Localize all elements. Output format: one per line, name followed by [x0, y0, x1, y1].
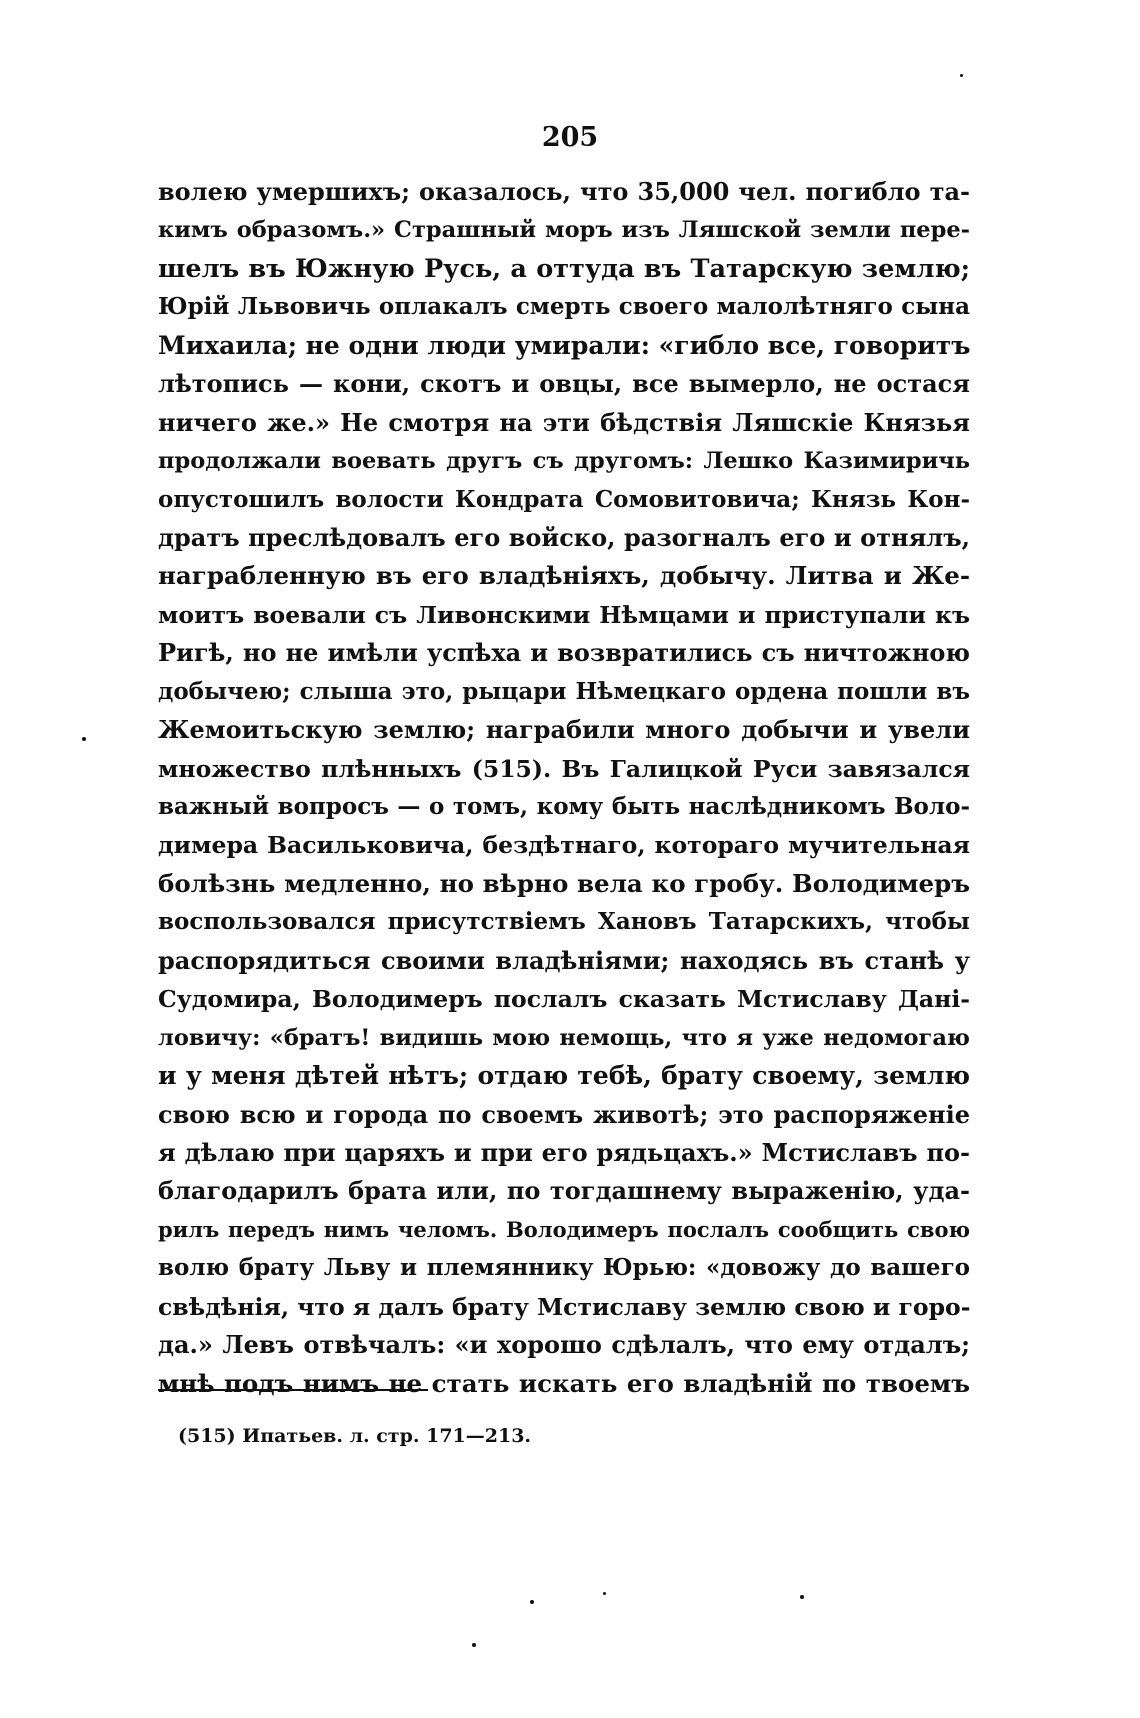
text-line: множество плѣнныхъ (515). Въ Галицкой Руси завязался — [158, 754, 970, 783]
text-line: награбленную въ его владѣніяхъ, добычу. Литва и Же- — [158, 561, 970, 591]
page-number: 205 — [541, 122, 599, 153]
text-line: и у меня дѣтей нѣтъ; отдаю тебѣ, брату своему, землю — [158, 1061, 970, 1091]
text-line: мнѣ подъ нимъ не стать искать его владѣній по твоемъ — [158, 1368, 970, 1398]
scan-speck — [82, 737, 86, 741]
text-line: я дѣлаю при царяхъ и при его рядьцахъ.» Мстиславъ по- — [158, 1137, 970, 1167]
text-line: волю брату Льву и племяннику Юрью: «довожу до вашего — [158, 1254, 970, 1282]
footnote-divider — [158, 1389, 428, 1391]
text-line: болѣзнь медленно, но вѣрно вела ко гробу. Володимеръ — [158, 868, 970, 898]
scan-speck — [603, 1592, 606, 1595]
text-line: димера Васильковича, бездѣтнаго, котораго мучительная — [158, 831, 970, 860]
text-line: продолжали воевать другъ съ другомъ: Лешко Казимиричь — [158, 448, 970, 475]
text-line: ничего же.» Не смотря на эти бѣдствія Ляшскіе Князья — [158, 407, 970, 437]
text-line: Михаила; не одни люди умирали: «гибло все, говоритъ — [158, 330, 971, 360]
text-line: волею умершихъ; оказалось, что 35,000 чел. погибло та- — [158, 177, 970, 206]
footnote: (515) Ипатьев. л. стр. 171—213. — [178, 1425, 532, 1447]
text-line: благодарилъ брата или, по тогдашнему выраженію, уда- — [158, 1176, 970, 1206]
text-line: да.» Левъ отвѣчалъ: «и хорошо сдѣлалъ, что ему отдалъ; — [158, 1330, 970, 1360]
text-line: лѣтопись — кони, скотъ и овцы, все вымерло, не остася — [158, 369, 970, 399]
text-line: дратъ преслѣдовалъ его войско, разогналъ его и отнялъ, — [158, 522, 970, 552]
text-line: распорядиться своими владѣніями; находясь въ станѣ у — [158, 945, 970, 975]
scan-speck — [530, 1600, 534, 1604]
text-line: рилъ передъ нимъ челомъ. Володимеръ послалъ сообщить свою — [158, 1216, 970, 1242]
text-line: Судомира, Володимеръ послалъ сказать Мстиславу Дані- — [158, 985, 970, 1014]
text-line: ловичу: «братъ! видишь мою немощь, что я уже недомогаю — [158, 1024, 970, 1051]
main-text — [158, 173, 970, 1403]
text-line: свѣдѣнія, что я далъ брату Мстиславу землю свою и горо- — [158, 1292, 971, 1321]
text-line: шелъ въ Южную Русь, а оттуда въ Татарскую землю; — [158, 253, 970, 284]
text-line: добычею; слыша это, рыцари Нѣмецкаго ордена пошли въ — [158, 677, 970, 705]
scan-speck — [960, 74, 963, 77]
text-line: свою всю и города по своемъ животѣ; это распоряженіе — [158, 1099, 970, 1129]
text-line: моитъ воевали съ Ливонскими Нѣмцами и приступали къ — [158, 600, 970, 629]
text-line: важный вопросъ — о томъ, кому быть наслѣдникомъ Воло- — [158, 793, 970, 820]
scan-speck — [472, 1643, 476, 1647]
scan-speck — [800, 1595, 804, 1599]
text-line: опустошилъ волости Кондрата Сомовитовича; Князь Кон- — [158, 485, 970, 513]
text-line: Жемоитьскую землю; награбили много добычи и увели — [158, 715, 970, 745]
text-line: Юрій Львовичь оплакалъ смерть своего малолѣтняго сына — [158, 293, 970, 321]
text-line: воспользовался присутствіемъ Хановъ Татарскихъ, чтобы — [158, 908, 970, 936]
text-line: кимъ образомъ.» Страшный моръ изъ Ляшской земли пере- — [158, 217, 970, 244]
text-line: Ригѣ, но не имѣли успѣха и возвратились съ ничтожною — [158, 638, 970, 668]
